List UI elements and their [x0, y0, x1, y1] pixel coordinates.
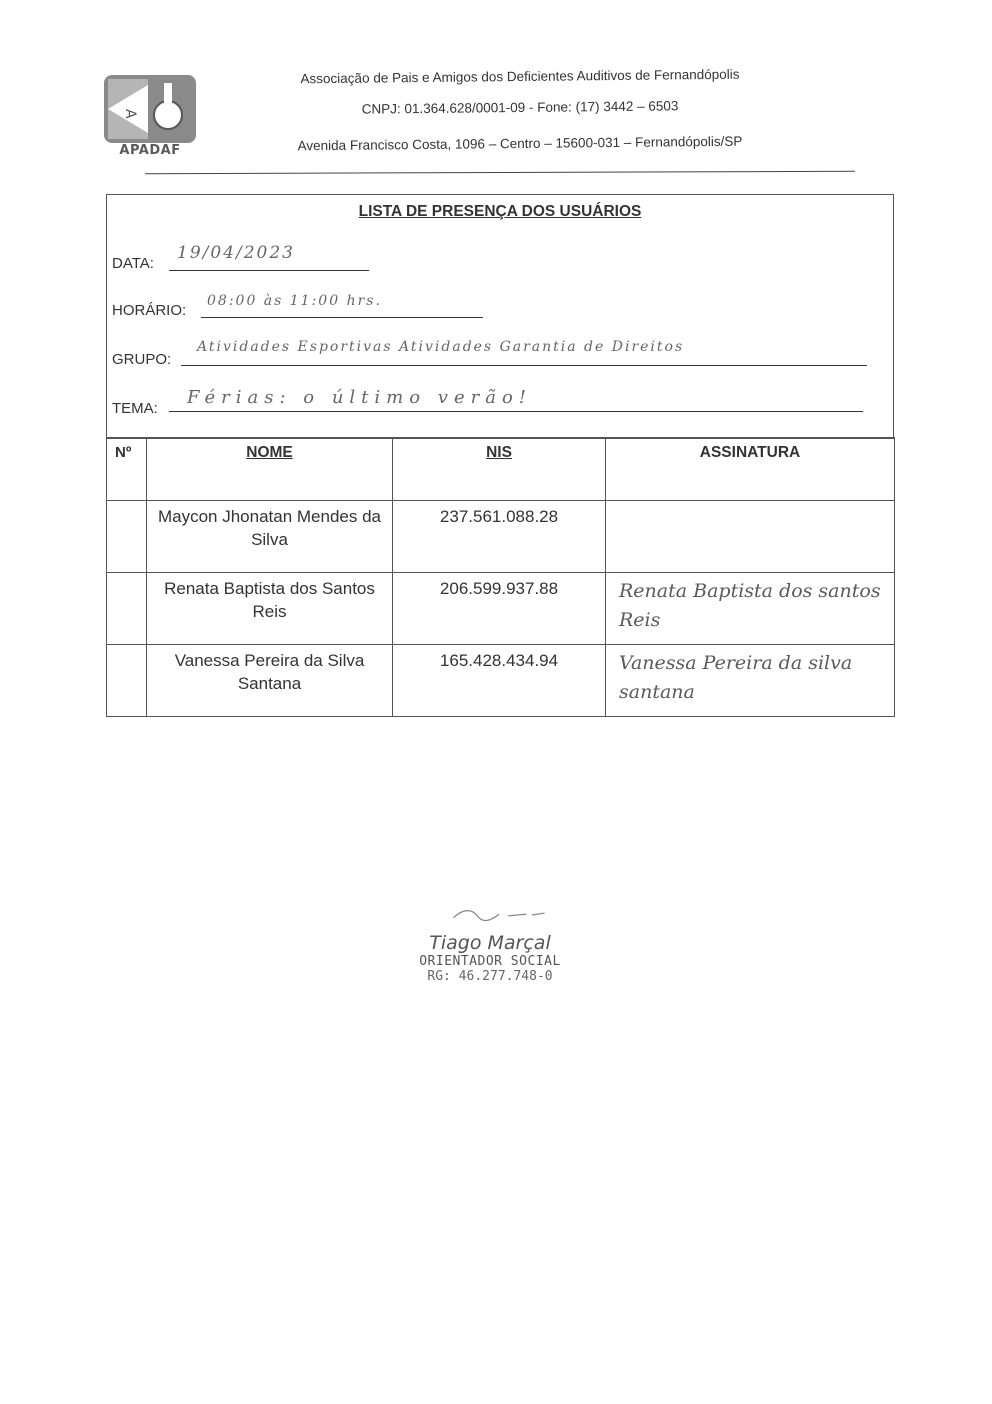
logo-text: APADAF: [119, 143, 181, 158]
time-field: [112, 302, 186, 319]
date-label: DATA:: [112, 255, 154, 272]
signature-text: Vanessa Pereira da silva santana: [619, 652, 853, 703]
row-signature: [606, 645, 895, 717]
attendance-table: [106, 437, 895, 717]
group-label: GRUPO:: [112, 351, 172, 368]
svg-text:A: A: [122, 109, 138, 119]
stamp-role: ORIENTADOR SOCIAL: [419, 954, 561, 969]
time-label: HORÁRIO:: [112, 302, 187, 319]
form-title: LISTA DE PRESENÇA DOS USUÁRIOS: [358, 203, 642, 220]
row-name: Maycon Jhonatan Mendes da Silva: [147, 501, 393, 573]
group-field: [112, 351, 171, 368]
row-no: [107, 645, 147, 717]
table-row: [107, 573, 895, 645]
row-signature: [606, 573, 895, 645]
row-signature: [606, 501, 895, 573]
theme-field: [112, 400, 158, 417]
signature-text: Renata Baptista dos santos Reis: [619, 580, 881, 631]
date-field: [112, 255, 154, 272]
row-nis: 165.428.434.94: [393, 645, 606, 717]
stamp-name: Tiago Marçal: [429, 932, 551, 954]
time-line: [201, 317, 483, 318]
header-no: Nº: [107, 438, 147, 501]
date-value: 19/04/2023: [177, 243, 295, 263]
theme-value: Férias: o último verão!: [187, 387, 533, 408]
table-header-row: [107, 438, 895, 501]
stamp-rg: RG: 46.277.748-0: [427, 969, 553, 984]
header-nis-text: NIS: [486, 444, 512, 461]
table-row: [107, 645, 895, 717]
header-divider: [145, 171, 855, 174]
row-name: Vanessa Pereira da Silva Santana: [147, 645, 393, 717]
org-name: Associação de Pais e Amigos dos Deficientes Auditivos de Fernandópolis: [300, 66, 740, 87]
row-name: Renata Baptista dos Santos Reis: [147, 573, 393, 645]
row-no: [107, 501, 147, 573]
header-name: [147, 438, 393, 501]
row-nis: 237.561.088.28: [393, 501, 606, 573]
theme-line: [169, 411, 863, 412]
org-address: Avenida Francisco Costa, 1096 – Centro – 15600-031 – Fernandópolis/SP: [297, 133, 743, 154]
theme-label: TEMA:: [112, 400, 158, 417]
table-row: [107, 501, 895, 573]
group-line: [181, 365, 867, 366]
group-value: Atividades Esportivas Atividades Garantia de Direitos: [197, 339, 685, 355]
row-no: [107, 573, 147, 645]
date-line: [169, 270, 369, 271]
form-info-box: [106, 194, 894, 439]
row-nis: 206.599.937.88: [393, 573, 606, 645]
header-name-text: NOME: [246, 444, 293, 461]
stamp-signature-scribble: [420, 905, 560, 925]
header-nis: [393, 438, 606, 501]
official-stamp: [395, 905, 585, 984]
header-signature: ASSINATURA: [606, 438, 895, 501]
time-value: 08:00 às 11:00 hrs.: [207, 293, 382, 309]
org-cnpj-phone: CNPJ: 01.364.628/0001-09 - Fone: (17) 3442 – 6503: [361, 98, 679, 117]
